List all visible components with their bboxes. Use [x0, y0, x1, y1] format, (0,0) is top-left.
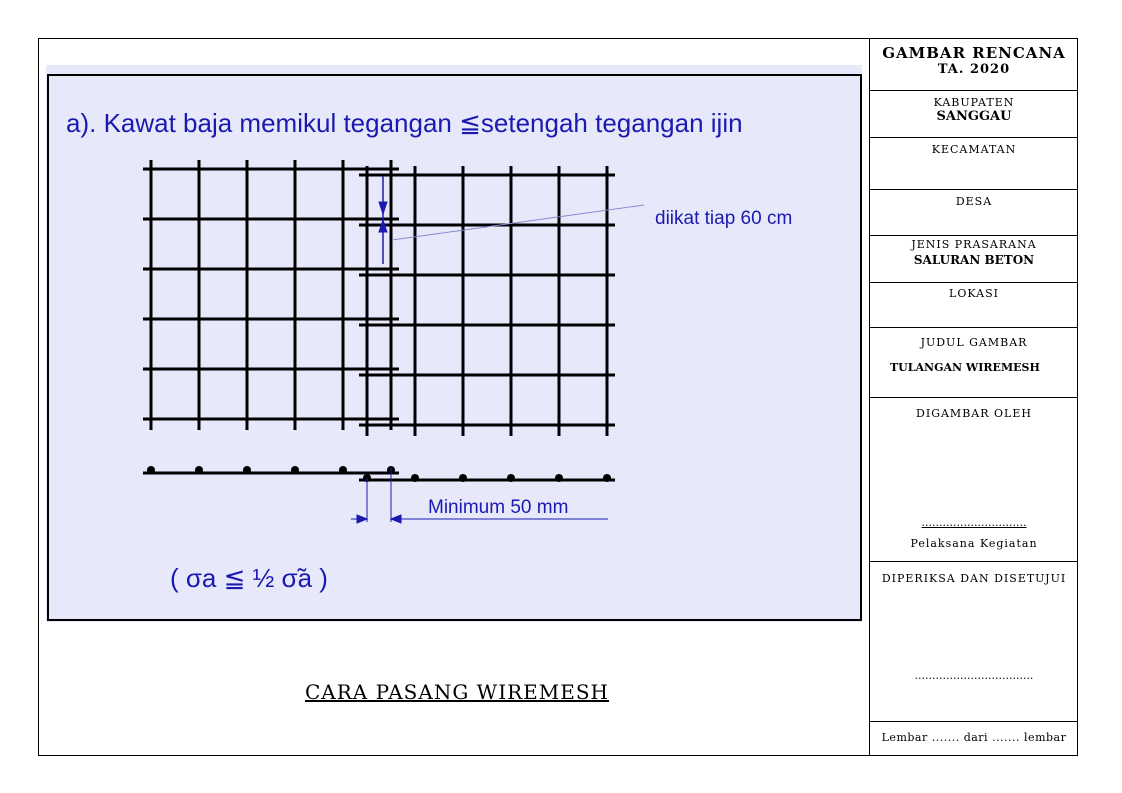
overlap-note: Minimum 50 mm — [428, 497, 569, 518]
diperiksa-signature-dots: .................................. — [914, 669, 1034, 682]
title-block — [869, 38, 1078, 756]
heading-text: GAMBAR RENCANA — [882, 44, 1066, 62]
digambar-label: DIGAMBAR OLEH — [916, 407, 1032, 420]
section-right-bar-dot — [507, 474, 515, 482]
mesh-sheet-left — [143, 160, 399, 430]
lembar-text: Lembar ....... dari ....... lembar — [881, 731, 1067, 744]
judul-label: JUDUL GAMBAR — [920, 336, 1028, 349]
diperiksa-cell — [870, 562, 1078, 722]
digambar-cell — [870, 398, 1078, 562]
kecamatan-label: KECAMATAN — [931, 143, 1017, 156]
kecamatan-cell — [870, 138, 1078, 190]
section-left-bar-dot — [291, 466, 299, 474]
drawing-caption: CARA PASANG WIREMESH — [305, 680, 609, 704]
pelaksana-label: Pelaksana Kegiatan — [910, 537, 1038, 550]
digambar-signature-dots: .............................. — [921, 516, 1027, 529]
desa-cell — [870, 190, 1078, 236]
lembar-cell — [870, 722, 1078, 755]
kabupaten-cell — [870, 91, 1078, 138]
section-left-bar-dot — [339, 466, 347, 474]
section-right-bar-dot — [555, 474, 563, 482]
title-block-heading — [870, 38, 1078, 91]
diperiksa-label: DIPERIKSA DAN DISETUJUI — [881, 572, 1067, 585]
overlap-arrow-left — [357, 515, 367, 523]
section-right-bar-dot — [411, 474, 419, 482]
section-right-bar-dot — [603, 474, 611, 482]
year-text: TA. 2020 — [937, 62, 1011, 77]
tie-note: diikat tiap 60 cm — [655, 208, 793, 229]
section-right-bar-dot — [459, 474, 467, 482]
section-left-bar-dot — [195, 466, 203, 474]
stress-formula: ( σa ≦ ½ σ̃a ) — [170, 563, 328, 593]
kabupaten-label: KABUPATEN — [933, 96, 1015, 109]
judul-value: TULANGAN WIREMESH — [890, 361, 1040, 374]
section-left-bar-dot — [243, 466, 251, 474]
jenis-label: JENIS PRASARANA — [911, 238, 1037, 251]
jenis-value: SALURAN BETON — [913, 253, 1035, 267]
section-view — [143, 466, 615, 482]
overlap-arrow-right — [391, 515, 401, 523]
judul-gambar-cell — [870, 328, 1078, 398]
jenis-prasarana-cell — [870, 236, 1078, 283]
lokasi-cell — [870, 283, 1078, 328]
section-left-bar-dot — [147, 466, 155, 474]
kabupaten-value: SANGGAU — [936, 109, 1012, 124]
desa-label: DESA — [955, 195, 993, 208]
drawing-title: a). Kawat baja memikul tegangan ≦setengah tegangan ijin — [66, 108, 743, 138]
lokasi-label: LOKASI — [949, 287, 999, 300]
mesh-sheet-right — [359, 166, 615, 436]
tie-arrow-down — [379, 202, 387, 214]
